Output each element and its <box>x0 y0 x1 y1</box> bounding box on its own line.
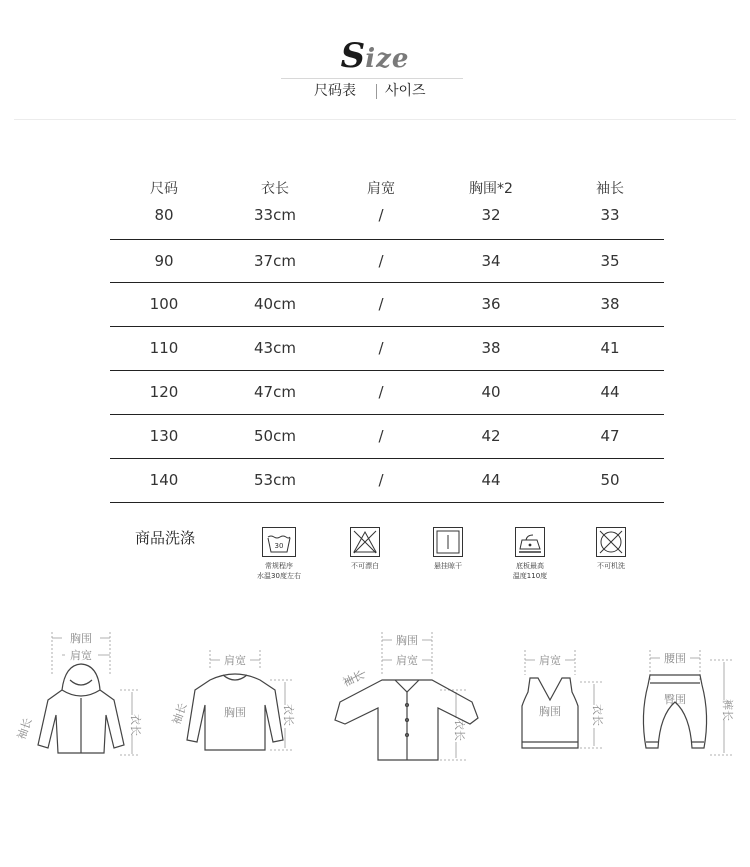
care-label: 常规程序 水温30度左右 <box>257 562 301 580</box>
cell-sleeve: 41 <box>600 339 620 357</box>
cell-shoulder: / <box>378 252 384 270</box>
care-label: 不可机洗 <box>597 562 625 570</box>
garment-pants <box>620 620 745 769</box>
size-title <box>0 36 750 76</box>
label-length: 衣长 <box>453 719 466 741</box>
cell-length: 43cm <box>254 339 296 357</box>
cell-size: 140 <box>149 471 179 489</box>
hooded-jacket-illustration <box>10 620 150 765</box>
cell-chest: 44 <box>481 471 501 489</box>
subtitle-korean: 사이즈 <box>385 83 426 99</box>
cell-sleeve: 38 <box>600 295 620 313</box>
sweatshirt-illustration <box>165 620 305 765</box>
header-rule <box>14 119 736 120</box>
label-length: 衣长 <box>129 714 142 736</box>
cell-length: 47cm <box>254 383 296 401</box>
label-shoulder: 肩宽 <box>70 649 92 662</box>
care-item-no-bleach <box>325 527 405 571</box>
cell-length: 53cm <box>254 471 296 489</box>
cell-shoulder: / <box>378 295 384 313</box>
cell-sleeve: 33 <box>600 206 620 224</box>
cell-size: 130 <box>149 427 179 445</box>
cell-shoulder: / <box>378 339 384 357</box>
vest-illustration <box>490 620 615 765</box>
care-label: 悬挂晾干 <box>434 562 462 570</box>
cell-chest: 42 <box>481 427 501 445</box>
care-item-iron <box>490 527 570 581</box>
cell-sleeve: 50 <box>600 471 620 489</box>
cell-shoulder: / <box>378 383 384 401</box>
cell-chest: 32 <box>481 206 501 224</box>
no-bleach-icon <box>350 527 380 557</box>
cell-sleeve: 44 <box>600 383 620 401</box>
label-hip: 臀围 <box>664 693 686 706</box>
garment-sweatshirt <box>165 620 305 769</box>
care-item-no-machine-wash <box>571 527 651 571</box>
col-header-size: 尺码 <box>150 181 178 197</box>
table-row <box>110 371 664 415</box>
size-title-rest: ize <box>365 44 410 74</box>
no-machine-wash-icon <box>596 527 626 557</box>
label-length: 衣长 <box>591 704 604 726</box>
label-length: 衣长 <box>282 704 295 726</box>
garment-diagrams <box>0 620 750 770</box>
cell-chest: 38 <box>481 339 501 357</box>
cell-shoulder: / <box>378 471 384 489</box>
care-label: 底板最高 温度110度 <box>512 562 548 580</box>
cell-size: 110 <box>149 339 179 357</box>
subtitle-separator <box>376 84 377 99</box>
cell-length: 50cm <box>254 427 296 445</box>
table-row <box>110 283 664 327</box>
label-sleeve: 袖长 <box>169 701 190 727</box>
wash-30-icon <box>262 527 296 557</box>
label-chest: 胸围 <box>70 632 92 645</box>
label-sleeve: 袖长 <box>340 668 367 690</box>
label-waist: 腰围 <box>664 652 686 665</box>
label-chest: 胸围 <box>396 634 418 647</box>
cell-sleeve: 47 <box>600 427 620 445</box>
title-divider <box>281 78 463 79</box>
col-header-shoulder: 肩宽 <box>367 181 395 197</box>
table-row <box>110 459 664 503</box>
size-table <box>110 170 664 503</box>
col-header-chest: 胸围*2 <box>469 181 513 197</box>
label-chest: 胸围 <box>539 705 561 718</box>
cell-length: 40cm <box>254 295 296 313</box>
cell-chest: 34 <box>481 252 501 270</box>
table-row <box>110 240 664 283</box>
cell-size: 100 <box>149 295 179 313</box>
pants-illustration <box>620 620 745 765</box>
cell-length: 33cm <box>254 206 296 224</box>
care-title: 商品洗涤 <box>135 529 196 547</box>
cell-length: 37cm <box>254 252 296 270</box>
cell-size: 80 <box>154 206 174 224</box>
care-label: 不可漂白 <box>351 562 379 570</box>
care-item-hang-dry <box>408 527 488 571</box>
size-title-cap: S <box>340 36 366 76</box>
label-shoulder: 肩宽 <box>396 654 418 667</box>
subtitle-chinese: 尺码表 <box>314 83 356 99</box>
wash-temp: 30 <box>274 542 284 550</box>
cell-chest: 40 <box>481 383 501 401</box>
label-sleeve: 袖长 <box>14 716 35 742</box>
cell-sleeve: 35 <box>600 252 620 270</box>
cell-chest: 36 <box>481 295 501 313</box>
garment-vest <box>490 620 615 769</box>
iron-110-icon <box>515 527 545 557</box>
cell-shoulder: / <box>378 206 384 224</box>
label-shoulder: 肩宽 <box>539 654 561 667</box>
label-chest: 胸围 <box>224 706 246 719</box>
cell-shoulder: / <box>378 427 384 445</box>
care-item-wash <box>239 527 319 581</box>
garment-shirt <box>320 620 490 769</box>
col-header-sleeve: 袖长 <box>596 181 624 197</box>
cell-size: 90 <box>154 252 174 270</box>
hang-dry-icon <box>433 527 463 557</box>
shirt-illustration <box>320 620 490 765</box>
label-length: 裤长 <box>721 699 734 721</box>
col-header-length: 衣长 <box>261 181 289 197</box>
table-row <box>110 208 664 240</box>
table-header-row <box>110 170 664 208</box>
table-row <box>110 415 664 459</box>
cell-size: 120 <box>149 383 179 401</box>
table-row <box>110 327 664 371</box>
garment-hooded-jacket <box>10 620 150 769</box>
label-shoulder: 肩宽 <box>224 654 246 667</box>
